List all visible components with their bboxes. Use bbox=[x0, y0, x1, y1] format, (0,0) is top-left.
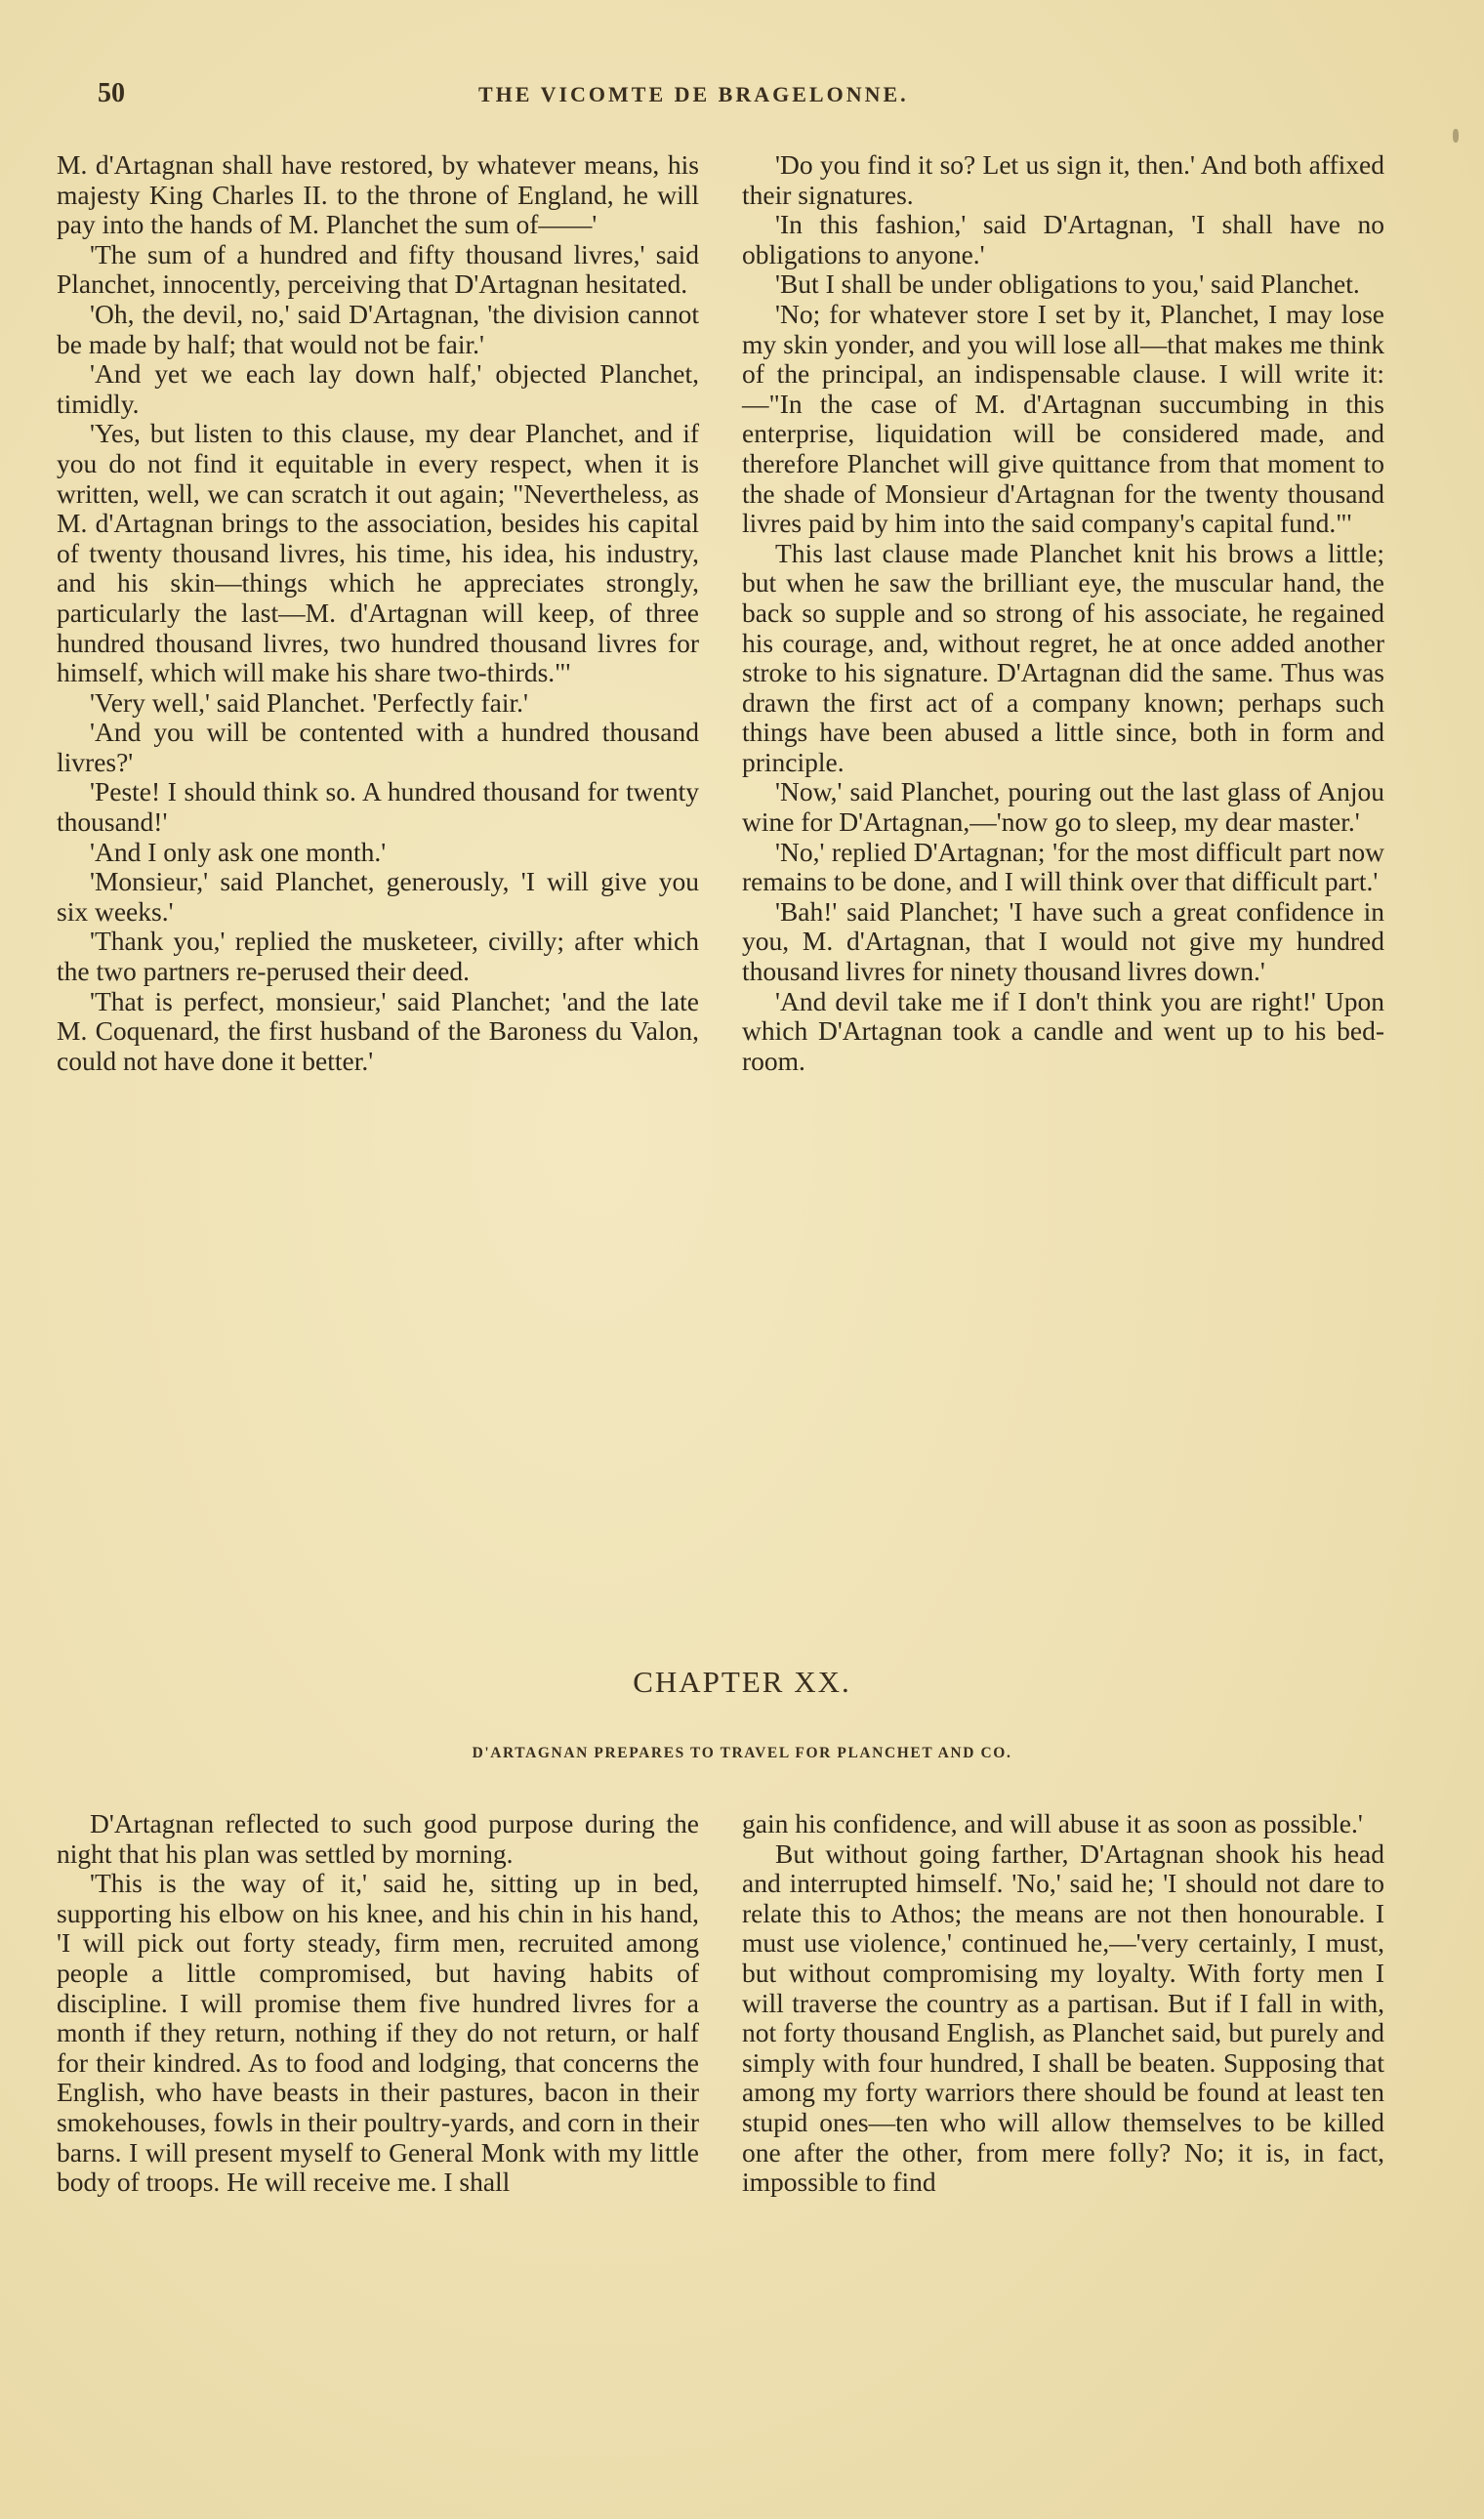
page-number: 50 bbox=[98, 78, 125, 108]
chapter-subtitle: D'ARTAGNAN PREPARES TO TRAVEL FOR PLANCHET AND CO. bbox=[472, 1745, 1012, 1761]
paragraph: 'But I shall be under obligations to you,' said Planchet. bbox=[775, 268, 1360, 300]
column-bottom-right bbox=[742, 1809, 1384, 2198]
ink-speck bbox=[1453, 129, 1459, 143]
paragraph: 'This is the way of it,' said he, sitting up in bed, supporting his elbow on his knee, and his chin in his hand, 'I will pick out forty steady, firm men, recruited among people a little compromised, but having habits of discipline. I will promise them five hundred livres for a month if they return, nothing if they do not return, or half for their kindred. As to food and lodging, that concerns the English, who have beasts in their pastures, bacon in their smokehouses, fowls in their poultry-yards, and corn in their barns. I will present myself to General Monk with my little body of troops. He will receive me. I shall bbox=[57, 1868, 699, 2198]
column-top-right bbox=[742, 150, 1384, 1076]
paragraph: But without going farther, D'Artagnan shook his head and interrupted himself. 'No,' said he; 'I should not dare to relate this to Athos; the means are not then honourable. I must use violence,' continued he,—'very certainly, I must, but without compromising my loyalty. With forty men I will traverse the country as a partisan. But if I fall in with, not forty thousand English, as Planchet said, but purely and simply with four hundred, I shall be beaten. Supposing that among my forty warriors there should be found at least ten stupid ones—ten who will allow themselves to be killed one after the other, from mere folly? No; it is, in fact, impossible to find bbox=[742, 1838, 1384, 2198]
paragraph: 'Thank you,' replied the musketeer, civilly; after which the two partners re-perused their deed. bbox=[57, 926, 699, 987]
paragraph: 'Oh, the devil, no,' said D'Artagnan, 'the division cannot be made by half; that would not be fair.' bbox=[57, 298, 699, 359]
paragraph: 'In this fashion,' said D'Artagnan, 'I shall have no obligations to anyone.' bbox=[742, 209, 1384, 269]
paragraph: 'No,' replied D'Artagnan; 'for the most difficult part now remains to be done, and I will think over that difficult part.' bbox=[742, 836, 1384, 897]
running-header bbox=[0, 78, 1484, 117]
paragraph: 'The sum of a hundred and fifty thousand livres,' said Planchet, innocently, perceiving that D'Artagnan hesitated. bbox=[57, 238, 699, 300]
paragraph: gain his confidence, and will abuse it as soon as possible.' bbox=[742, 1808, 1363, 1838]
paragraph: 'Bah!' said Planchet; 'I have such a great confidence in you, M. d'Artagnan, that I would not give my hundred thousand livres for ninety thousand livres down.' bbox=[742, 895, 1384, 987]
paragraph: 'No; for whatever store I set by it, Planchet, I may lose my skin yonder, and you will lose all—that makes me think of the principal, an indispensable clause. I will write it:—"In the case of M. d'Artagnan succumbing in this enterprise, liquidation will be considered made, and therefore Planchet will give quittance from that moment to the shade of Monsieur d'Artagnan for the twenty thousand livres paid by him into the said company's capital fund."' bbox=[742, 298, 1384, 539]
paragraph: 'Monsieur,' said Planchet, generously, 'I will give you six weeks.' bbox=[57, 866, 699, 927]
paragraph: M. d'Artagnan shall have restored, by whatever means, his majesty King Charles II. to the throne of England, he will pay into the hands of M. Planchet the sum of——' bbox=[57, 149, 699, 240]
paragraph: 'Yes, but listen to this clause, my dear Planchet, and if you do not find it equitable in every respect, when it is written, well, we can scratch it out again; "Nevertheless, as M. d'Artagnan brings to the association, besides his capital of twenty thousand livres, his time, his idea, his industry, and his skin—things which he appreciates strongly, particularly the last—M. d'Artagnan will keep, of three hundred thousand livres, two hundred thousand livres for himself, which will make his share two-thirds."' bbox=[57, 418, 699, 688]
paragraph: 'That is perfect, monsieur,' said Planchet; 'and the late M. Coquenard, the first husband of the Baroness du Valon, could not have done it better.' bbox=[57, 985, 699, 1076]
column-top-left bbox=[57, 150, 699, 1076]
paragraph: 'Now,' said Planchet, pouring out the last glass of Anjou wine for D'Artagnan,—'now go to sleep, my dear master.' bbox=[742, 776, 1384, 838]
paragraph: 'And I only ask one month.' bbox=[90, 836, 387, 867]
paragraph: 'And yet we each lay down half,' objected Planchet, timidly. bbox=[57, 358, 699, 419]
paragraph: 'Peste! I should think so. A hundred thousand for twenty thousand!' bbox=[57, 776, 699, 838]
paragraph: 'And devil take me if I don't think you are right!' Upon which D'Artagnan took a candle and went up to his bed-room. bbox=[742, 985, 1384, 1076]
paragraph: This last clause made Planchet knit his brows a little; but when he saw the brilliant eye, the muscular hand, the back so supple and so strong of his associate, he regained his courage, and, without regret, he at once added another stroke to his signature. D'Artagnan did the same. Thus was drawn the first act of a company known; perhaps such things have been abused a little since, both in form and principle. bbox=[742, 537, 1384, 777]
column-bottom-left bbox=[57, 1809, 699, 2198]
paragraph: 'And you will be contented with a hundred thousand livres?' bbox=[57, 717, 699, 777]
chapter-heading: CHAPTER XX. bbox=[633, 1665, 851, 1699]
paragraph: D'Artagnan reflected to such good purpose during the night that his plan was settled by morning. bbox=[57, 1808, 699, 1869]
running-title: THE VICOMTE DE BRAGELONNE. bbox=[478, 82, 909, 106]
paragraph: 'Very well,' said Planchet. 'Perfectly fair.' bbox=[90, 686, 528, 718]
paragraph: 'Do you find it so? Let us sign it, then.' And both affixed their signatures. bbox=[742, 149, 1384, 210]
